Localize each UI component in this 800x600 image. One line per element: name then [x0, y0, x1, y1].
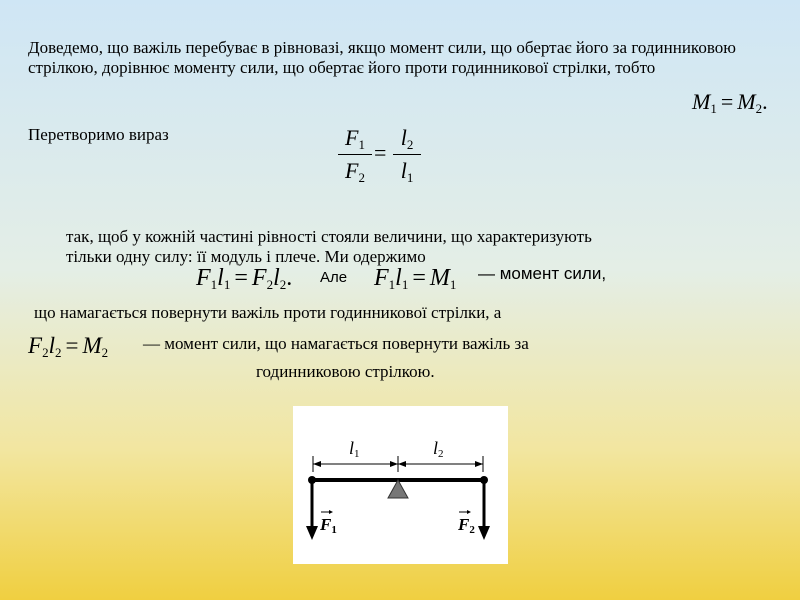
label-l2: l2: [433, 438, 444, 460]
force-f2-arrow-head: [478, 526, 490, 540]
equation-f2l2-equals-m2: $F_2l_2 = M_2$: [28, 333, 109, 360]
intro-paragraph: Доведемо, що важіль перебуває в рівновазі, якщо момент сили, що обертає його за годинниковою стрілкою, дорівнює моменту сили, що обертає його проти годинникової стрілки, тобто: [28, 38, 736, 77]
label-f2: F2: [458, 515, 475, 536]
label-l1: l1: [349, 438, 360, 460]
label-f1: F1: [320, 515, 337, 536]
fraction-f1-over-f2: $F_1$ $F_2$: [338, 124, 372, 185]
counterclockwise-line: що намагається повернути важіль проти годинникової стрілки, а: [34, 303, 502, 322]
fraction-l2-over-l1: $l_2$ $l_1$: [393, 124, 421, 185]
force-f1-arrow-head: [306, 526, 318, 540]
lever-svg: [293, 406, 508, 564]
equation-f1l1-equals-m1: $F_1l_1 = M_1$: [374, 265, 457, 292]
moment-desc-line2: годинниковою стрілкою.: [256, 362, 435, 381]
dimension-arrow-center-left: [390, 461, 398, 467]
paragraph2-line1: так, щоб у кожній частині рівності стояли величини, що характеризують: [66, 227, 592, 246]
moment-label: — момент сили,: [478, 264, 607, 283]
vector-arrow-f2: [467, 510, 471, 514]
paragraph2-line2: тільки одну силу: її модуль і плече. Ми одержимо: [66, 247, 426, 266]
equation-m1-equals-m2: $M_1 = M_2$.: [692, 89, 768, 116]
dimension-arrow-right: [475, 461, 483, 467]
moment-desc-line1: — момент сили, що намагається повернути важіль за: [143, 334, 529, 353]
vector-arrow-f1: [329, 510, 333, 514]
transform-label: Перетворимо вираз: [28, 125, 169, 144]
lever-diagram: [293, 406, 508, 564]
equation-f1l1-equals-f2l2: $F_1l_1 = F_2l_2$.: [196, 265, 293, 292]
fulcrum-icon: [388, 480, 408, 498]
dimension-arrow-center-right: [398, 461, 406, 467]
dimension-arrow-left: [313, 461, 321, 467]
fraction-equals-sign: =: [374, 140, 387, 165]
but-label: Але: [320, 269, 348, 286]
